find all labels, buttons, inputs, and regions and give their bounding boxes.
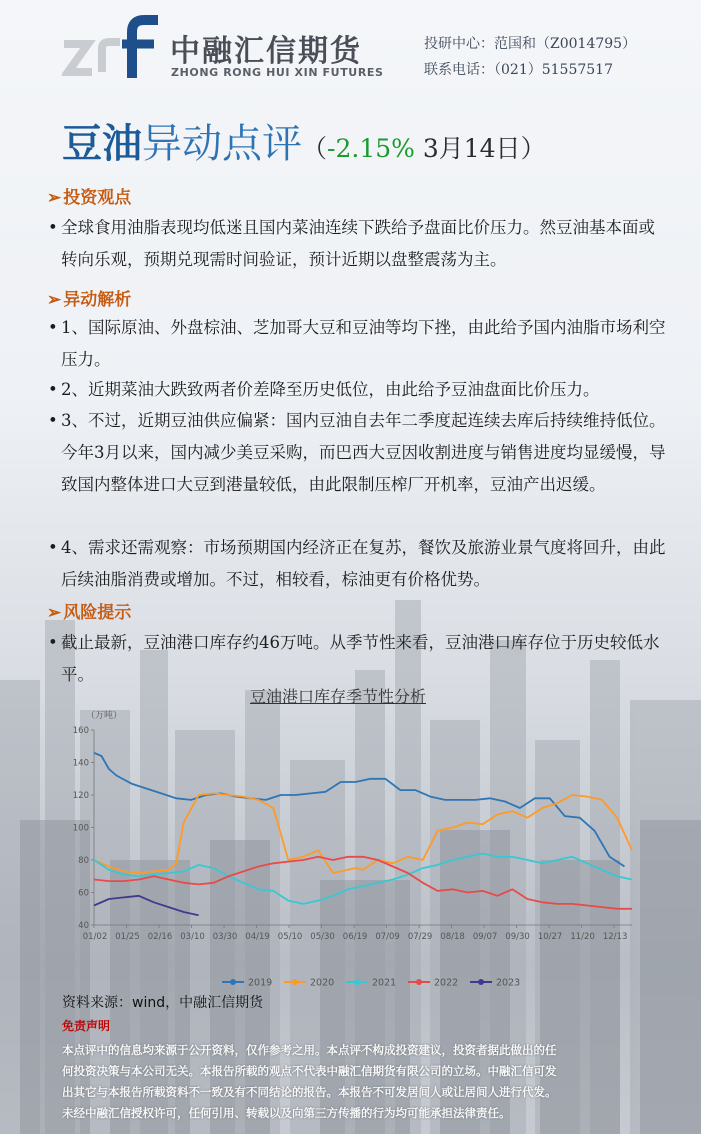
x-tick-label: 05/10 (277, 932, 303, 942)
legend-marker-2021 (354, 979, 360, 985)
legend-label-2022: 2022 (434, 977, 459, 989)
legend-label-2020: 2020 (310, 977, 335, 989)
arrow-icon: ➢ (47, 290, 62, 310)
legend-marker-2023 (478, 979, 484, 985)
arrow-icon: ➢ (47, 188, 62, 208)
y-tick-label: 100 (72, 823, 89, 834)
x-tick-label: 07/29 (407, 932, 433, 942)
series-line-2023 (94, 896, 199, 916)
disclaimer-line: 何投资决策与本公司无关。本报告所载的观点不代表中融汇信期货有限公司的立场。中融汇信可发 (62, 1064, 557, 1078)
paragraph-analysis-1: • 1、国际原油、外盘棕油、芝加哥大豆和豆油等均下挫，由此给予国内油脂市场利空压力。 (48, 312, 666, 376)
x-tick-label: 12/13 (602, 932, 628, 942)
legend-marker-2020 (292, 979, 298, 985)
legend-label-2019: 2019 (248, 977, 273, 989)
x-tick-label: 10/27 (537, 932, 563, 942)
company-name-cn: 中融汇信期货 (170, 34, 362, 69)
x-tick-label: 09/30 (505, 932, 530, 942)
title-paren-open: （ (302, 134, 328, 163)
section-heading-view: ➢ 投资观点 (47, 188, 132, 208)
y-tick-label: 160 (72, 726, 89, 736)
bullet-icon: • (48, 218, 58, 237)
x-tick-label: 04/19 (245, 932, 270, 942)
series-line-2021 (94, 854, 632, 904)
x-tick-label: 07/09 (375, 932, 400, 942)
legend-marker-2019 (230, 979, 236, 985)
bullet-icon: • (48, 380, 58, 399)
series-line-2019 (94, 753, 625, 867)
company-logo-icon (62, 14, 162, 80)
paragraph-analysis-2: • 2、近期菜油大跌致两者价差降至历史低位，由此给予豆油盘面比价压力。 (48, 374, 666, 406)
x-tick-label: 05/30 (310, 932, 335, 942)
x-tick-label: 03/30 (212, 932, 238, 942)
legend-label-2021: 2021 (372, 977, 397, 989)
x-tick-label: 08/18 (440, 932, 465, 942)
x-tick-label: 03/10 (180, 932, 205, 942)
chart-title: 豆油港口库存季节性分析 (250, 687, 427, 706)
x-tick-label: 06/19 (342, 932, 368, 942)
paragraph-analysis-3: • 3、不过，近期豆油供应偏紧：国内豆油自去年二季度起连续去库后持续维持低位。今年3月以来，国内减少美豆采购，而巴西大豆因收割进度与销售进度均显缓慢，导致国内整体进口大豆到港量较低，由此限制压榨厂开机率，豆油产出迟缓。 (48, 405, 666, 501)
title-topic: 异动点评 (142, 121, 302, 167)
y-tick-label: 120 (72, 791, 89, 801)
y-tick-label: 140 (72, 758, 89, 769)
x-tick-label: 11/20 (570, 932, 595, 942)
y-axis-unit-label: （万吨） (86, 711, 123, 721)
inventory-seasonal-chart (62, 700, 642, 995)
source-note: 资料来源：wind，中融汇信期货 (62, 995, 264, 1011)
disclaimer-line: 出其它与本报告所载资料不一致及有不同结论的报告。本报告不可发居间人或让居间人进行代发。 (62, 1085, 557, 1099)
bullet-icon: • (48, 633, 58, 652)
paragraph-analysis-4: • 4、需求还需观察：市场预期国内经济正在复苏，餐饮及旅游业景气度将回升，由此后续油脂消费或增加。不过，相较看，棕油更有价格优势。 (48, 532, 666, 596)
paragraph-view: • 全球食用油脂表现均低迷且国内菜油连续下跌给予盘面比价压力。然豆油基本面或转向乐观，预期兑现需时间验证，预计近期以盘整震荡为主。 (48, 212, 666, 276)
report-title (62, 112, 546, 169)
report-header (0, 0, 701, 100)
disclaimer-text (62, 1040, 652, 1124)
paragraph-risk: • 截止最新，豆油港口库存约46万吨。从季节性来看，豆油港口库存位于历史较低水平。 (48, 627, 666, 691)
phone-info: 联系电话：（021）51557517 (424, 62, 613, 78)
bullet-icon: • (48, 318, 58, 337)
y-tick-label: 40 (78, 921, 89, 931)
disclaimer-line: 未经中融汇信授权许可，任何引用、转载以及向第三方传播的行为均可能承担法律责任。 (62, 1106, 511, 1120)
legend-label-2023: 2023 (496, 977, 521, 989)
x-tick-label: 01/02 (82, 932, 108, 942)
title-commodity: 豆油 (62, 120, 142, 167)
title-date: 3月14日 (414, 134, 521, 163)
y-tick-label: 60 (78, 888, 89, 899)
company-name-en: ZHONG RONG HUI XIN FUTURES (171, 66, 384, 79)
legend-marker-2022 (416, 979, 422, 985)
section-heading-risk: ➢ 风险提示 (47, 603, 132, 623)
section-heading-analysis: ➢ 异动解析 (47, 290, 132, 310)
y-tick-label: 80 (78, 856, 89, 866)
x-tick-label: 09/07 (472, 932, 498, 942)
bullet-icon: • (48, 538, 58, 557)
title-paren-close: ） (520, 134, 546, 163)
x-tick-label: 01/25 (115, 932, 140, 942)
x-tick-label: 02/16 (147, 932, 173, 942)
title-change: -2.15% (327, 134, 415, 163)
bullet-icon: • (48, 411, 58, 430)
disclaimer-line: 本点评中的信息均来源于公开资料，仅作参考之用。本点评不构成投资建议，投资者据此做出的任 (62, 1043, 557, 1057)
disclaimer-heading: 免责声明 (62, 1019, 111, 1033)
arrow-icon: ➢ (47, 603, 62, 623)
analyst-info: 投研中心：范国和（Z0014795） (424, 36, 637, 52)
